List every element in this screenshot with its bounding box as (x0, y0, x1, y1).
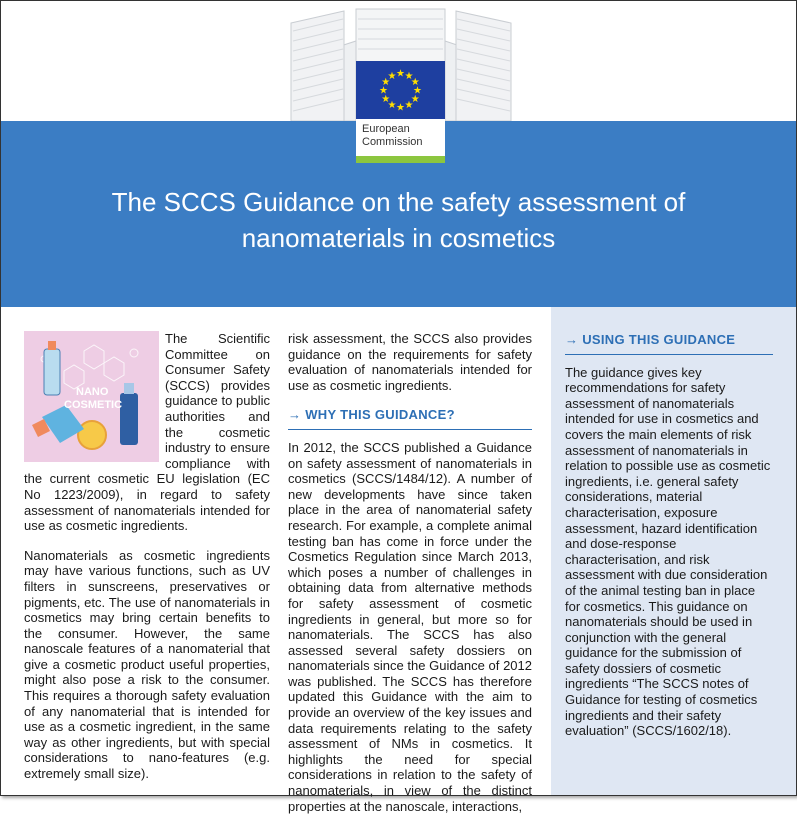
page-title: The SCCS Guidance on the safety assessment of nanomaterials in cosmetics (111, 187, 686, 253)
eu-star-icon: ★ (404, 70, 414, 82)
eu-star-icon: ★ (396, 102, 405, 114)
using-this-guidance-heading: → USING THIS GUIDANCE (565, 332, 773, 355)
logo-green-bar (356, 156, 445, 163)
eu-star-icon: ★ (381, 77, 391, 88)
column-3 (565, 332, 773, 753)
continued-paragraph: risk assessment, the SCCS also provides guidance on the requirements for safety evaluation of nanomaterials intended for use as cosmetic ingredients. (288, 331, 532, 393)
why-this-guidance-heading: → WHY THIS GUIDANCE? (288, 407, 532, 430)
logo-text: European Commission (362, 123, 423, 148)
eu-star-icon: ★ (413, 85, 422, 97)
column-1 (24, 331, 270, 796)
nanomaterials-paragraph: Nanomaterials as cosmetic ingredients may have various functions, such as UV filters in sunscreens, preservatives or pigments, etc. The use of nanomaterials in cosmetics may bring certain benefits to the consumer. However, the same nanoscale features of a nanomaterial that give a cosmetic product useful properties, might also pose a risk to the consumer. This requires a thorough safety evaluation of any nanomaterial that is intended for use as a cosmetic ingredient, in the same way as other ingredients, but with special considerations to nano-features (e.g. extremely small size). (24, 547, 270, 782)
eu-star-icon: ★ (404, 100, 414, 112)
eu-star-icon: ★ (387, 70, 397, 82)
eu-flag-icon (356, 61, 445, 119)
eu-star-icon: ★ (387, 100, 397, 112)
column-2 (288, 331, 532, 828)
european-commission-logo (356, 61, 445, 163)
eu-star-icon: ★ (381, 94, 391, 105)
eu-star-icon: ★ (410, 94, 420, 105)
eu-star-icon: ★ (396, 68, 405, 80)
using-this-guidance-paragraph: The guidance gives key recommendations for safety assessment of nanomaterials intended for use in cosmetics and covers the main elements of risk assessment of nanomaterials in relation to possible use as cosmetic ingredients, i.e. general safety considerations, material characterisation, exposure assessment, hazard identification and dose-response characterisation, and risk assessment with due consideration of the animal testing ban in place for cosmetics. This guidance on nanomaterials should be used in conjunction with the general guidance for the submission of safety dossiers of cosmetic ingredients “The SCCS notes of Guidance for testing of cosmetics ingredients and their safety evaluation” (SCCS/1602/18). (565, 364, 771, 739)
eu-star-icon: ★ (410, 77, 420, 88)
cosmetic-label: COSMETIC (64, 399, 123, 411)
nano-label: NANO (76, 386, 109, 398)
eu-star-icon: ★ (379, 85, 388, 97)
intro-paragraph: The Scientific Committee on Consumer Safety (SCCS) provides guidance to public authorities and the cosmetic industry to ensure compliance with the current cosmetic EU legislation (EC No 1223/2009), in regard to safety assessment of nanomaterials intended for use as cosmetic ingredients. (24, 331, 270, 534)
why-this-guidance-paragraph: In 2012, the SCCS published a Guidance on safety assessment of nanomaterials in cosmetics (SCCS/1484/12). A number of new developments have since taken place in the area of nanomaterial safety research. For example, a complete animal testing ban has come in force under the Cosmetics Regulation since March 2013, which poses a number of challenges in obtaining data from alternative methods for safety assessment of cosmetic ingredients in general, but more so for nanomaterials. The SCCS has also assessed several safety dossiers on nanomaterials since the Guidance of 2012 was published. The SCCS has therefore updated this Guidance with the aim to provide an overview of the key issues and data requirements relating to the safety assessment of NMs in cosmetics. It highlights the need for special considerations in relation to the safety of nanomaterials, in view of the distinct properties at the nanoscale, interactions, (288, 439, 532, 814)
nano-cosmetic-illustration (24, 331, 159, 462)
